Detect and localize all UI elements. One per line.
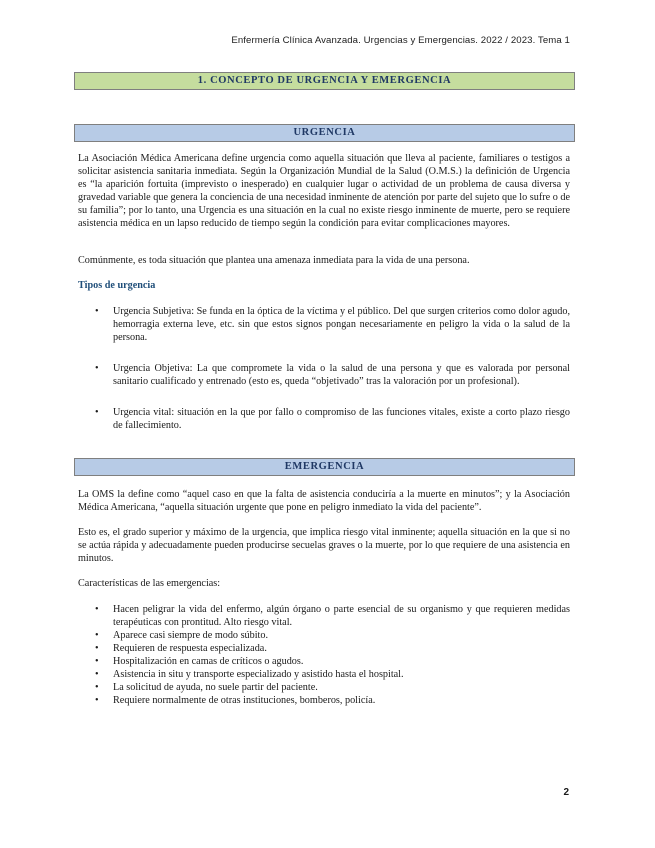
urgencia-definition-paragraph: La Asociación Médica Americana define urgencia como aquella situación que lleva al paciente, familiares o testigos a solicitar asistencia sanitaria inmediata. Según la Organización Mundial de la Salud (O.M.S.) la definición de Urgencia es “la aparición fortuita (imprevisto o inesperado) en cualquier lugar o actividad de un problema de causa diversa y gravedad variable que genera la conciencia de una necesidad inminente de atención por parte del sujeto que lo sufre o de su familia”; por lo tanto, una Urgencia es una situación en la cual no existe riesgo inminente de muerte, pero se requiere asistencia médica en un lapso reducido de tiempo según la condición para evitar complicaciones mayores. bbox=[78, 153, 570, 229]
tipos-urgencia-heading: Tipos de urgencia bbox=[78, 280, 156, 291]
bullet-icon: • bbox=[95, 363, 99, 374]
list-item bbox=[78, 681, 570, 694]
list-item-text: Urgencia Objetiva: La que compromete la vida o la salud de una persona y que es valorada por personal sanitario cualificado y entrenado (esto es, queda “objetivado” tras la valoración por un profesional). bbox=[113, 363, 570, 387]
bullet-icon: • bbox=[95, 656, 99, 667]
urgencia-common-paragraph: Comúnmente, es toda situación que plantea una amenaza inmediata para la vida de una persona. bbox=[78, 255, 470, 266]
emergencia-definition-paragraph: La OMS la define como “aquel caso en que la falta de asistencia conduciría a la muerte en minutos”; y la Asociación Médica Americana, “aquella situación urgente que pone en peligro inmediato la vida del paciente”. bbox=[78, 489, 570, 513]
bullet-icon: • bbox=[95, 695, 99, 706]
list-item-text: Requiere normalmente de otras instituciones, bomberos, policía. bbox=[113, 695, 376, 706]
bullet-icon: • bbox=[95, 682, 99, 693]
list-item-text: Asistencia in situ y transporte especializado y asistido hasta el hospital. bbox=[113, 669, 404, 680]
list-item bbox=[78, 642, 570, 655]
list-item-text: Urgencia vital: situación en la que por fallo o compromiso de las funciones vitales, existe a corto plazo riesgo de fallecimiento. bbox=[113, 407, 570, 431]
list-item bbox=[78, 603, 570, 629]
list-item-text: Requieren de respuesta especializada. bbox=[113, 643, 267, 654]
list-item-text: Urgencia Subjetiva: Se funda en la óptica de la víctima y el público. Del que surgen criterios como dolor agudo, hemorragia externa leve, etc. sin que estos signos pongan necesariamente en peligro la vida o la salud de la persona. bbox=[113, 306, 570, 343]
emergencia-degree-paragraph: Esto es, el grado superior y máximo de la urgencia, que implica riesgo vital inminente; aquella situación en la que si no se actúa rápida y adecuadamente pueden producirse secuelas graves o la muerte, por lo que requiere de una asistencia en minutos. bbox=[78, 527, 570, 564]
bullet-icon: • bbox=[95, 630, 99, 641]
list-item bbox=[78, 694, 570, 707]
caracteristicas-list bbox=[78, 603, 570, 707]
list-item-text: Aparece casi siempre de modo súbito. bbox=[113, 630, 269, 641]
list-item bbox=[78, 362, 570, 388]
caracteristicas-heading: Características de las emergencias: bbox=[78, 578, 221, 589]
list-item bbox=[78, 406, 570, 432]
bullet-icon: • bbox=[95, 407, 99, 418]
list-item-text: Hacen peligrar la vida del enfermo, algún órgano o parte esencial de su organismo y que requieren medidas terapéuticas con prontitud. Alto riesgo vital. bbox=[113, 604, 570, 628]
list-item-text: La solicitud de ayuda, no suele partir del paciente. bbox=[113, 682, 318, 693]
page-number: 2 bbox=[563, 787, 569, 798]
bullet-icon: • bbox=[95, 306, 99, 317]
bullet-icon: • bbox=[95, 669, 99, 680]
main-section-title: 1. CONCEPTO DE URGENCIA Y EMERGENCIA bbox=[74, 72, 575, 90]
list-item-text: Hospitalización en camas de críticos o agudos. bbox=[113, 656, 304, 667]
list-item bbox=[78, 668, 570, 681]
urgencia-section-title: URGENCIA bbox=[74, 124, 575, 142]
tipos-urgencia-list bbox=[78, 305, 570, 450]
bullet-icon: • bbox=[95, 643, 99, 654]
running-header: Enfermería Clínica Avanzada. Urgencias y Emergencias. 2022 / 2023. Tema 1 bbox=[231, 35, 570, 46]
list-item bbox=[78, 305, 570, 344]
list-item bbox=[78, 655, 570, 668]
list-item bbox=[78, 629, 570, 642]
emergencia-section-title: EMERGENCIA bbox=[74, 458, 575, 476]
bullet-icon: • bbox=[95, 604, 99, 615]
